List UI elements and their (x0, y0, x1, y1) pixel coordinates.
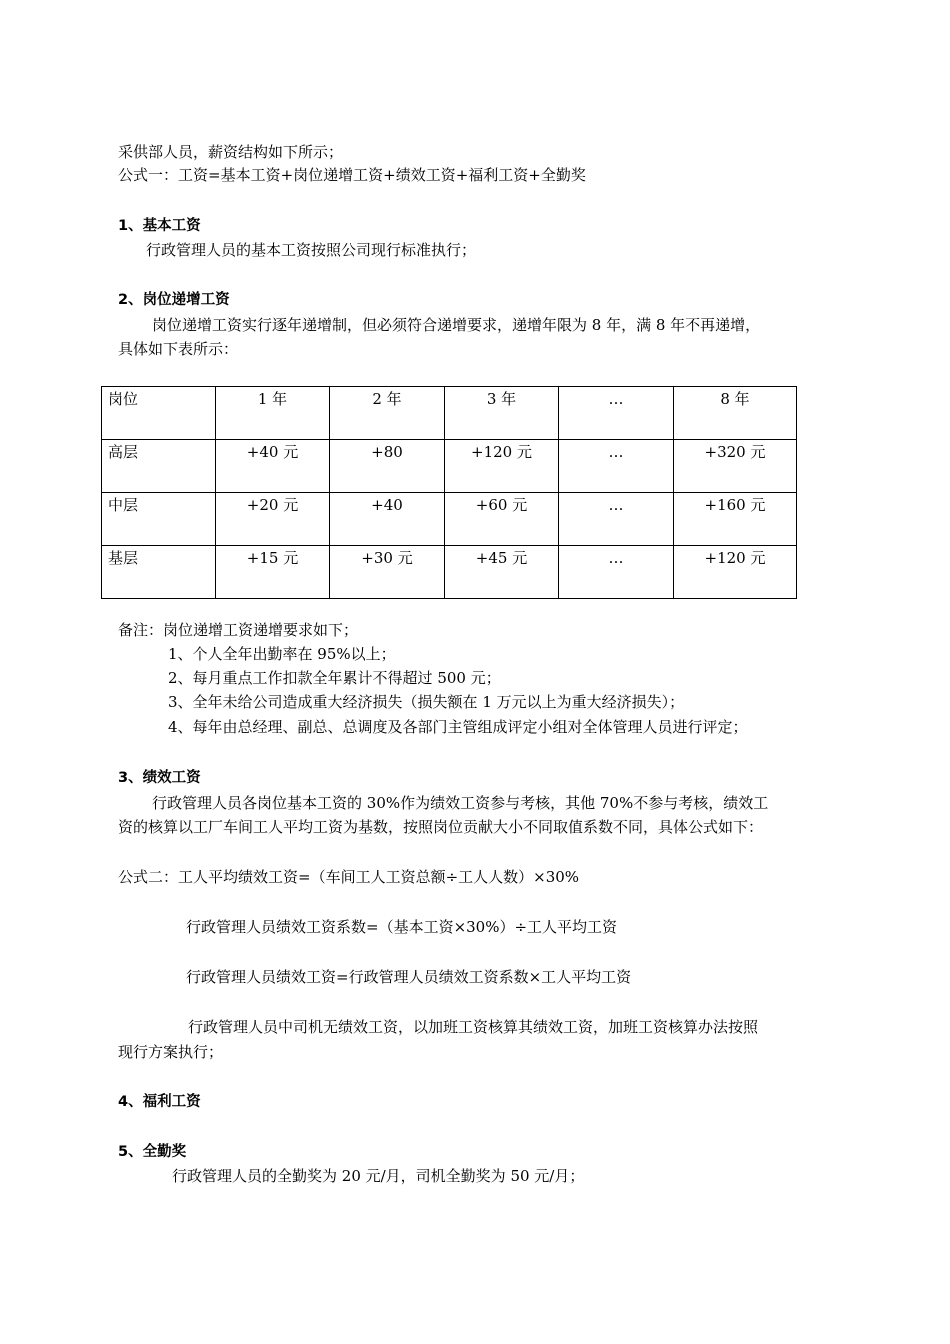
note-item: 1、个人全年出勤率在 95%以上； (168, 645, 396, 663)
section-2-text-line2: 具体如下表所示： (118, 340, 239, 358)
table-cell: +30 元 (330, 546, 445, 599)
note-item: 4、每年由总经理、副总、总调度及各部门主管组成评定小组对全体管理人员进行评定； (168, 718, 748, 736)
table-cell: +40 元 (216, 440, 330, 493)
note-title: 备注：岗位递增工资递增要求如下； (118, 621, 359, 639)
section-3-heading: 3、绩效工资 (118, 770, 201, 786)
section-3-text-line2: 资的核算以工厂车间工人平均工资为基数，按照岗位贡献大小不同取值系数不同，具体公式如下： (118, 818, 764, 836)
table-cell: +40 (330, 493, 445, 546)
table-header-cell: … (559, 387, 674, 440)
note-item: 2、每月重点工作扣款全年累计不得超过 500 元； (168, 669, 501, 687)
table-cell: +60 元 (445, 493, 559, 546)
formula-two-performance: 行政管理人员绩效工资=行政管理人员绩效工资系数×工人平均工资 (186, 968, 632, 986)
table-row (102, 440, 797, 493)
table-cell: +160 元 (674, 493, 797, 546)
formula-one: 公式一：工资=基本工资+岗位递增工资+绩效工资+福利工资+全勤奖 (118, 166, 586, 184)
table-cell: +120 元 (445, 440, 559, 493)
section-4-heading: 4、福利工资 (118, 1094, 201, 1110)
table-header-row (102, 387, 797, 440)
table-cell: 基层 (102, 546, 216, 599)
table-cell: +320 元 (674, 440, 797, 493)
table-cell: +20 元 (216, 493, 330, 546)
section-5-text: 行政管理人员的全勤奖为 20 元/月，司机全勤奖为 50 元/月； (172, 1167, 585, 1185)
table-cell: … (559, 546, 674, 599)
section-1-heading: 1、基本工资 (118, 218, 201, 234)
driver-line2: 现行方案执行； (118, 1043, 224, 1061)
section-2-heading: 2、岗位递增工资 (118, 292, 230, 308)
table-header-cell: 8 年 (674, 387, 797, 440)
section-5-heading: 5、全勤奖 (118, 1144, 187, 1160)
table-cell: +80 (330, 440, 445, 493)
table-header-cell: 1 年 (216, 387, 330, 440)
table-cell: +45 元 (445, 546, 559, 599)
intro-line: 采供部人员，薪资结构如下所示； (118, 143, 344, 161)
table-cell: 高层 (102, 440, 216, 493)
table-cell: 中层 (102, 493, 216, 546)
section-2-text-line1: 岗位递增工资实行逐年递增制，但必须符合递增要求，递增年限为 8 年，满 8 年不再递增， (152, 316, 761, 334)
table-header-cell: 3 年 (445, 387, 559, 440)
table-cell: … (559, 493, 674, 546)
note-item: 3、全年未给公司造成重大经济损失（损失额在 1 万元以上为重大经济损失）； (168, 693, 685, 711)
table-header-cell: 岗位 (102, 387, 216, 440)
table-cell: +120 元 (674, 546, 797, 599)
formula-two: 公式二：工人平均绩效工资=（车间工人工资总额÷工人人数）×30% (118, 868, 580, 886)
section-3-text-line1: 行政管理人员各岗位基本工资的 30%作为绩效工资参与考核，其他 70%不参与考核，绩效工 (152, 794, 769, 812)
table-header-cell: 2 年 (330, 387, 445, 440)
section-1-text: 行政管理人员的基本工资按照公司现行标准执行； (146, 241, 477, 259)
driver-line1: 行政管理人员中司机无绩效工资，以加班工资核算其绩效工资，加班工资核算办法按照 (188, 1018, 759, 1036)
table-row (102, 493, 797, 546)
formula-two-coefficient: 行政管理人员绩效工资系数=（基本工资×30%）÷工人平均工资 (186, 918, 618, 936)
increment-table (101, 386, 797, 599)
table-cell: … (559, 440, 674, 493)
table-cell: +15 元 (216, 546, 330, 599)
table-row (102, 546, 797, 599)
